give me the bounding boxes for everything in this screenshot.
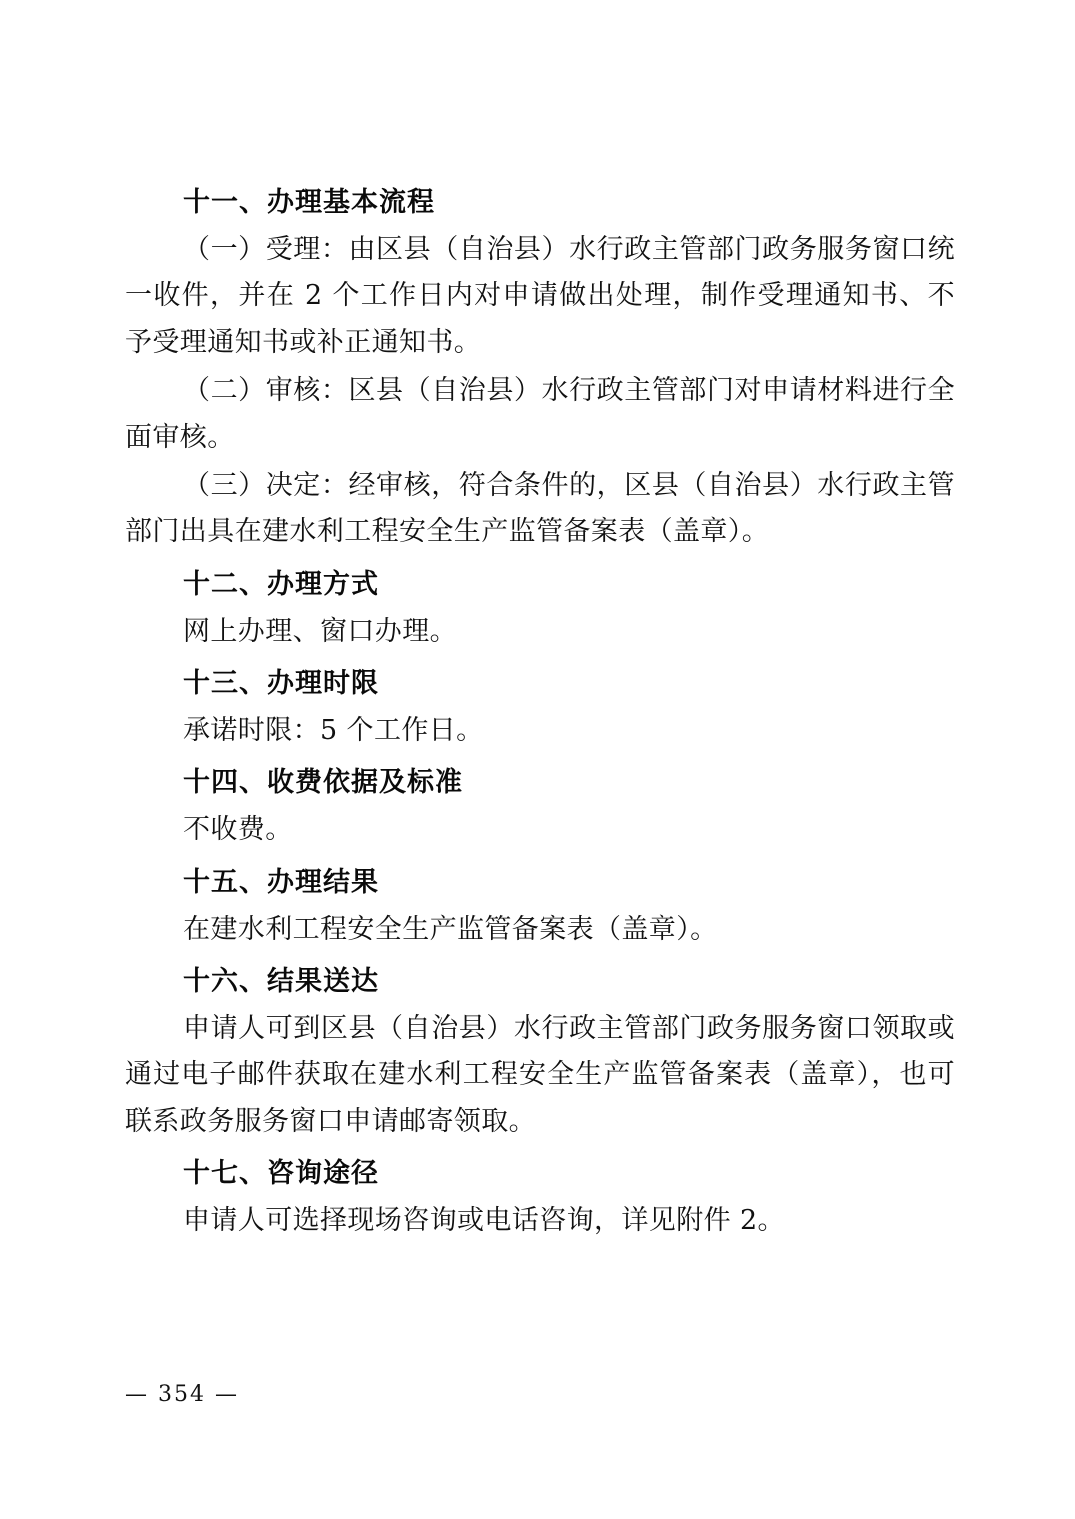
section-heading-11: 十一、办理基本流程 [183,187,435,218]
section-heading-15: 十五、办理结果 [183,866,379,898]
section-heading-17: 十七、咨询途径 [183,1158,379,1190]
section-heading-16: 十六、结果送达 [183,966,379,998]
document-body [125,175,955,1245]
section-paragraph-17-1: 申请人可选择现场咨询或电话咨询，详见附件 2。 [183,1205,785,1237]
section-paragraph-12-1: 网上办理、窗口办理。 [183,615,457,647]
page-number: — 354 — [125,1382,239,1407]
section-paragraph-13-1: 承诺时限：5 个工作日。 [183,715,484,747]
section-paragraph-11-2: （二）审核：区县（自治县）水行政主管部门对申请材料进行全面审核。 [125,375,955,453]
section-paragraph-11-1: （一）受理：由区县（自治县）水行政主管部门政务服务窗口统一收件，并在 2 个工作日内对申请做出处理，制作受理通知书、不予受理通知书或补正通知书。 [125,233,955,358]
section-heading-12: 十二、办理方式 [183,568,379,600]
section-heading-14: 十四、收费依据及标准 [183,767,463,799]
section-paragraph-11-3: （三）决定：经审核，符合条件的，区县（自治县）水行政主管部门出具在建水利工程安全生产监管备案表（盖章）。 [125,470,955,548]
section-paragraph-16-1: 申请人可到区县（自治县）水行政主管部门政务服务窗口领取或通过电子邮件获取在建水利工程安全生产监管备案表（盖章），也可联系政务服务窗口申请邮寄领取。 [125,1012,955,1137]
section-heading-13: 十三、办理时限 [183,668,379,700]
section-paragraph-15-1: 在建水利工程安全生产监管备案表（盖章）。 [183,913,718,945]
section-paragraph-14-1: 不收费。 [183,814,293,846]
